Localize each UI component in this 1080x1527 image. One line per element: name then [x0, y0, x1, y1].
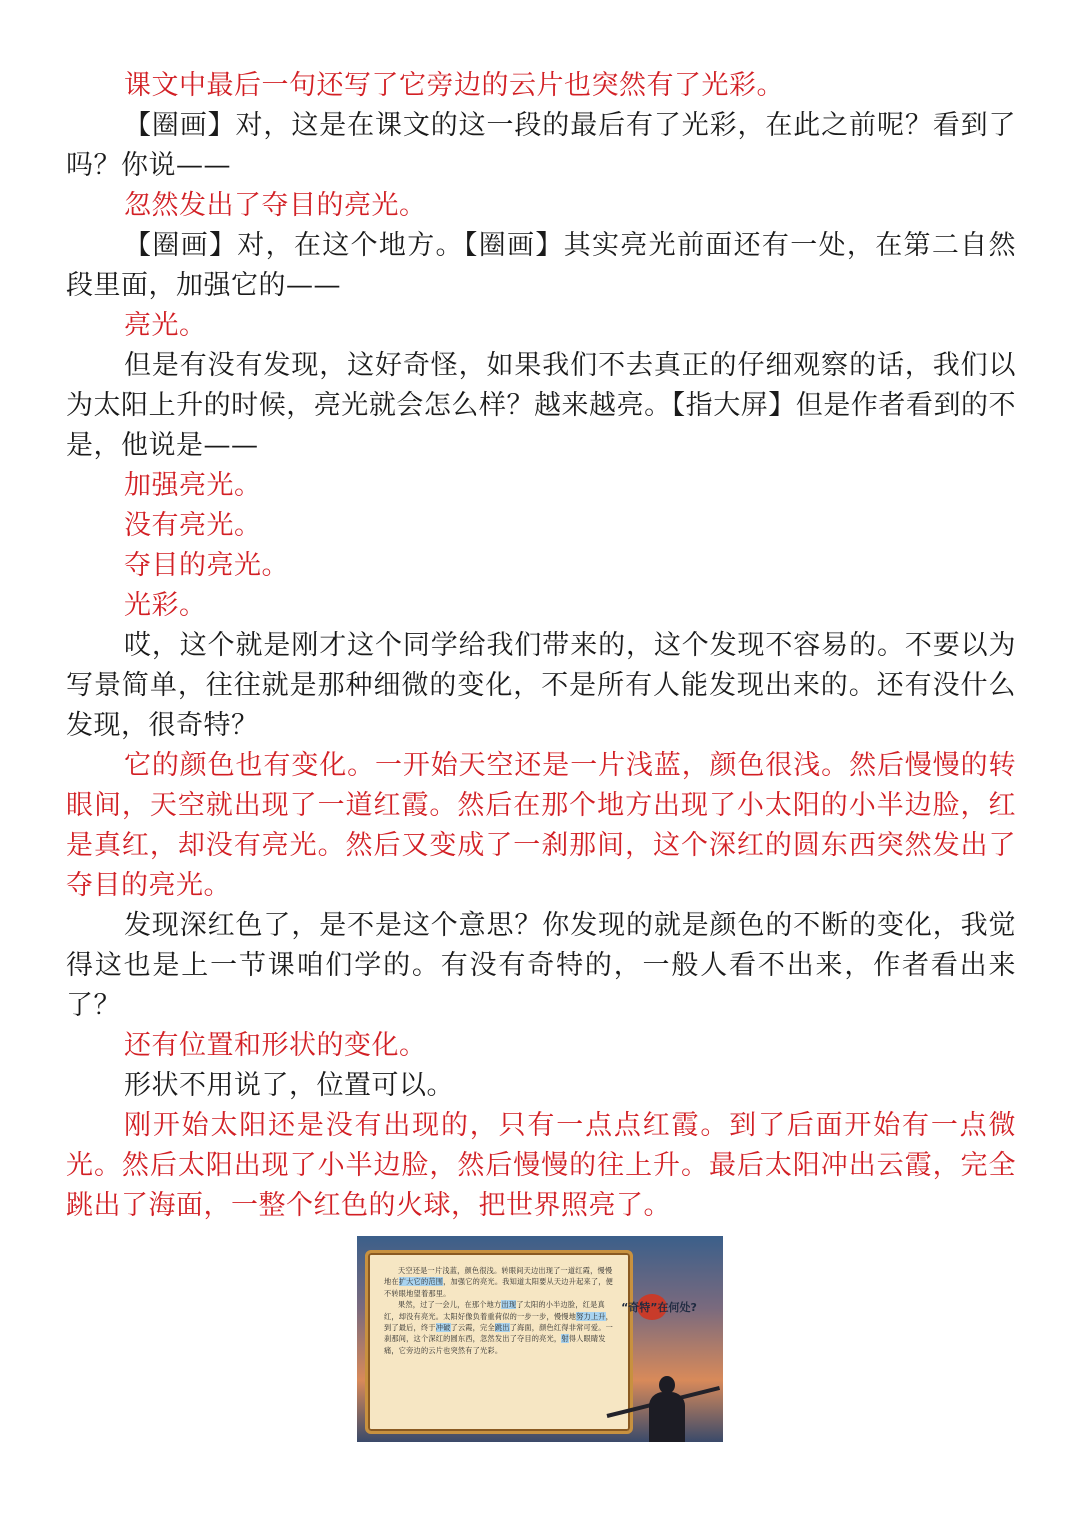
teacher-remark: 【圈画】对，这是在课文的这一段的最后有了光彩，在此之前呢？看到了吗？你说—— [66, 110, 1016, 181]
badge-label: “奇特”在何处? [621, 1301, 697, 1314]
student-answer: 没有亮光。 [124, 510, 262, 541]
highlighted-phrase: 冲破 [435, 1323, 451, 1333]
slide-passage: 天空还是一片浅蓝，颜色很浅。转眼间天边出现了一道红霞，慢慢地在扩大它的范围，加强它的亮光。我知道太阳要从天边升起来了，便不转眼地望着那里。 果然，过了一会儿，在那个地方出现了太阳的小半边脸，红是真红，却没有亮光。太阳好像负着重荷似的一步一步，慢慢地努力上升，到了最后，终于冲破了云霞，完全跳出了海面，颜色红得非常可爱。一刹那间，这个深红的圆东西，忽然发出了夺目的亮光，射得人眼睛发痛，它旁边的云片也突然有了光彩。 [384, 1266, 614, 1355]
highlighted-phrase: 扩大它的范围 [398, 1277, 444, 1287]
student-answer: 光彩。 [124, 590, 207, 621]
slide-text-frame [365, 1250, 633, 1434]
student-answer: 它的颜色也有变化。一开始天空还是一片浅蓝，颜色很浅。然后慢慢的转眼间，天空就出现了一道红霞。然后在那个地方出现了小太阳的小半边脸，红是真红，却没有亮光。然后又变成了一刹那间，这个深红的圆东西突然发出了夺目的亮光。 [66, 750, 1016, 901]
teacher-remark: 哎，这个就是刚才这个同学给我们带来的，这个发现不容易的。不要以为写景简单，往往就是那种细微的变化，不是所有人能发现出来的。还有没什么发现，很奇特？ [66, 630, 1016, 741]
slide-question-badge [623, 1292, 695, 1322]
student-answer: 夺目的亮光。 [124, 550, 289, 581]
student-answer: 亮光。 [124, 310, 207, 341]
student-answer: 加强亮光。 [124, 470, 262, 501]
student-answer: 还有位置和形状的变化。 [124, 1030, 427, 1061]
highlighted-phrase: 跳出 [494, 1323, 510, 1333]
highlighted-phrase: 出现 [501, 1300, 517, 1310]
lesson-slide-image [357, 1236, 723, 1442]
highlighted-phrase: 努力上升 [576, 1311, 606, 1321]
student-answer: 忽然发出了夺目的亮光。 [124, 190, 427, 221]
student-answer: 课文中最后一句还写了它旁边的云片也突然有了光彩。 [124, 70, 784, 101]
teacher-remark: 但是有没有发现，这好奇怪，如果我们不去真正的仔细观察的话，我们以为太阳上升的时候，亮光就会怎么样？越来越亮。【指大屏】但是作者看到的不是，他说是—— [66, 350, 1016, 461]
teacher-remark: 【圈画】对，在这个地方。【圈画】其实亮光前面还有一处，在第二自然段里面，加强它的—— [66, 230, 1016, 301]
student-answer: 刚开始太阳还是没有出现的，只有一点点红霞。到了后面开始有一点微光。然后太阳出现了小半边脸，然后慢慢的往上升。最后太阳冲出云霞，完全跳出了海面，一整个红色的火球，把世界照亮了。 [66, 1110, 1016, 1221]
person-silhouette-body [649, 1392, 685, 1442]
lesson-transcript [66, 66, 1016, 1226]
teacher-remark: 形状不用说了，位置可以。 [124, 1070, 454, 1101]
teacher-remark: 发现深红色了，是不是这个意思？你发现的就是颜色的不断的变化，我觉得这也是上一节课咱们学的。有没有奇特的，一般人看不出来，作者看出来了？ [66, 910, 1016, 1021]
highlighted-phrase: 射 [561, 1334, 569, 1344]
